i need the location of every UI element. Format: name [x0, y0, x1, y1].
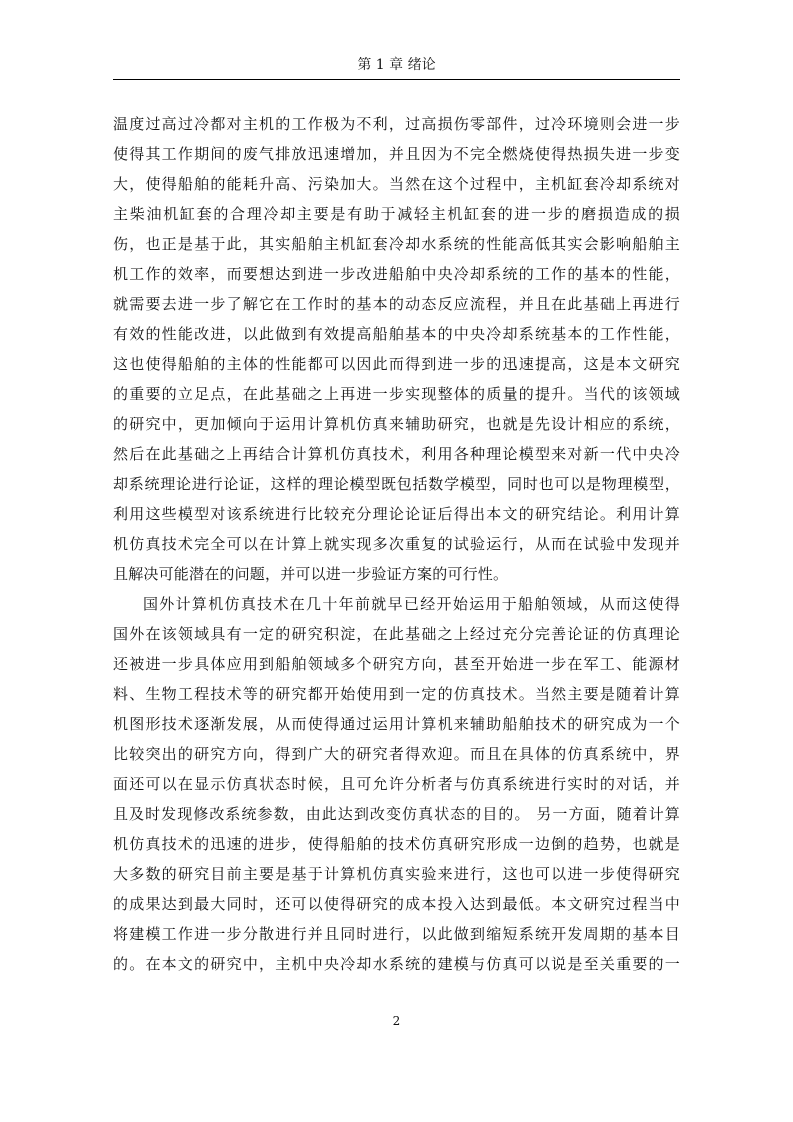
paragraph-1: [113, 109, 680, 589]
paragraph-2: [113, 589, 680, 979]
body-text: [113, 109, 680, 979]
text-line: 伤，也正是基于此，其实船舶主机缸套冷却水系统的性能高低其实会影响船舶主: [113, 235, 680, 253]
text-line: 利用这些模型对该系统进行比较充分理论论证后得出本文的研究结论。利用计算: [113, 505, 680, 523]
text-line: 国外在该领域具有一定的研究积淀，在此基础之上经过充分完善论证的仿真理论: [113, 625, 680, 643]
text-line: 主柴油机缸套的合理冷却主要是有助于减轻主机缸套的进一步的磨损造成的损: [113, 205, 680, 223]
running-header: 第 1 章 绪论: [357, 57, 436, 73]
text-line: 将建模工作进一步分散进行并且同时进行，以此做到缩短系统开发周期的基本目: [113, 925, 680, 943]
text-line: 的。在本文的研究中，主机中央冷却水系统的建模与仿真可以说是至关重要的一: [113, 955, 680, 973]
text-line: 大多数的研究目前主要是基于计算机仿真实验来进行，这也可以进一步使得研究: [113, 865, 680, 883]
text-line: 机图形技术逐渐发展，从而使得通过运用计算机来辅助船舶技术的研究成为一个: [113, 715, 680, 733]
text-line: 却系统理论进行论证，这样的理论模型既包括数学模型，同时也可以是物理模型，: [113, 475, 680, 493]
text-line: 且解决可能潜在的问题，并可以进一步验证方案的可行性。: [113, 565, 509, 583]
text-line: 的重要的立足点，在此基础之上再进一步实现整体的质量的提升。当代的该领域: [113, 385, 680, 403]
text-line: 且及时发现修改系统参数，由此达到改变仿真状态的目的。 另一方面，随着计算: [113, 805, 680, 823]
text-line: 有效的性能改进，以此做到有效提高船舶基本的中央冷却系统基本的工作性能，: [113, 325, 680, 343]
text-line: 就需要去进一步了解它在工作时的基本的动态反应流程，并且在此基础上再进行: [113, 295, 680, 313]
text-line: 还被进一步具体应用到船舶领域多个研究方向，甚至开始进一步在军工、能源材: [113, 655, 680, 673]
text-line: 的成果达到最大同时，还可以使得研究的成本投入达到最低。本文研究过程当中: [113, 895, 680, 913]
text-line: 比较突出的研究方向，得到广大的研究者得欢迎。而且在具体的仿真系统中，界: [113, 745, 680, 763]
text-line: 机工作的效率，而要想达到进一步改进船舶中央冷却系统的工作的基本的性能，: [113, 265, 680, 283]
text-line: 使得其工作期间的废气排放迅速增加，并且因为不完全燃烧使得热损失进一步变: [113, 145, 680, 163]
page-number: 2: [392, 1014, 401, 1028]
text-line: 机仿真技术完全可以在计算上就实现多次重复的试验运行，从而在试验中发现并: [113, 535, 680, 553]
header-rule: [113, 79, 680, 80]
text-line: 大，使得船舶的能耗升高、污染加大。当然在这个过程中，主机缸套冷却系统对: [113, 175, 680, 193]
text-line: 温度过高过冷都对主机的工作极为不利，过高损伤零部件，过冷环境则会进一步: [113, 115, 680, 133]
text-line: 这也使得船舶的主体的性能都可以因此而得到进一步的迅速提高，这是本文研究: [113, 355, 680, 373]
text-line: 国外计算机仿真技术在几十年前就早已经开始运用于船舶领域，从而这使得: [143, 595, 680, 613]
text-line: 然后在此基础之上再结合计算机仿真技术，利用各种理论模型来对新一代中央冷: [113, 445, 680, 463]
text-line: 的研究中，更加倾向于运用计算机仿真来辅助研究，也就是先设计相应的系统，: [113, 415, 680, 433]
text-line: 料、生物工程技术等的研究都开始使用到一定的仿真技术。当然主要是随着计算: [113, 685, 680, 703]
text-line: 机仿真技术的迅速的进步，使得船舶的技术仿真研究形成一边倒的趋势，也就是: [113, 835, 680, 853]
text-line: 面还可以在显示仿真状态时候，且可允许分析者与仿真系统进行实时的对话，并: [113, 775, 680, 793]
